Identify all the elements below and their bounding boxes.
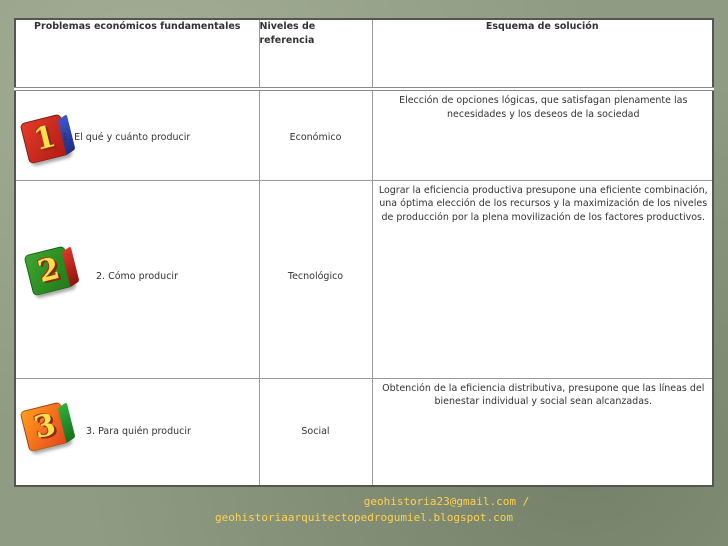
problem-cell: [15, 378, 259, 486]
solution-text: Lograr la eficiencia productiva presupone una eficiente combinación, una óptima elección de los recursos y la maximización de los niveles de producción por la plena movilización de los factores productivos.: [378, 184, 708, 224]
cube-1-icon: 1: [20, 114, 71, 165]
solution-cell: [372, 180, 713, 378]
table-row: [15, 180, 713, 378]
header-problemas: Problemas económicos fundamentales: [15, 19, 259, 89]
level-label: Social: [301, 425, 330, 437]
problem-cell: [15, 89, 259, 180]
header-esquema: Esquema de solución: [372, 19, 713, 89]
level-cell: [259, 180, 372, 378]
header-niveles: Niveles de referencia: [259, 19, 372, 89]
solution-text: Obtención de la eficiencia distributiva, presupone que las líneas del bienestar individual y social sean alcanzadas.: [382, 382, 705, 408]
cube-3-icon: 3: [20, 401, 71, 452]
problems-table: [14, 18, 714, 487]
table-row: [15, 378, 713, 486]
level-cell: [259, 378, 372, 486]
footer-email: geohistoria23@gmail.com /: [363, 495, 530, 508]
solution-text: Elección de opciones lógicas, que satisfagan plenamente las necesidades y los deseos de la sociedad: [399, 95, 688, 120]
problem-cell: [15, 180, 259, 378]
level-label: Económico: [289, 132, 342, 143]
table-row: [15, 89, 713, 180]
solution-cell: [372, 378, 713, 486]
level-cell: [259, 89, 372, 180]
level-label: Tecnológico: [287, 270, 344, 282]
problem-label: 2. Cómo producir: [96, 270, 178, 282]
cube-2-icon: 2: [24, 245, 75, 296]
footer-blog: geohistoriaarquitectopedrogumiel.blogspot.com: [214, 511, 513, 524]
table-header-row: [15, 19, 713, 89]
problem-label: 3. Para quién producir: [86, 425, 191, 437]
solution-cell: [372, 89, 713, 180]
problem-label: 1. El qué y cuánto producir: [62, 132, 191, 143]
footer-credits: [0, 494, 728, 526]
